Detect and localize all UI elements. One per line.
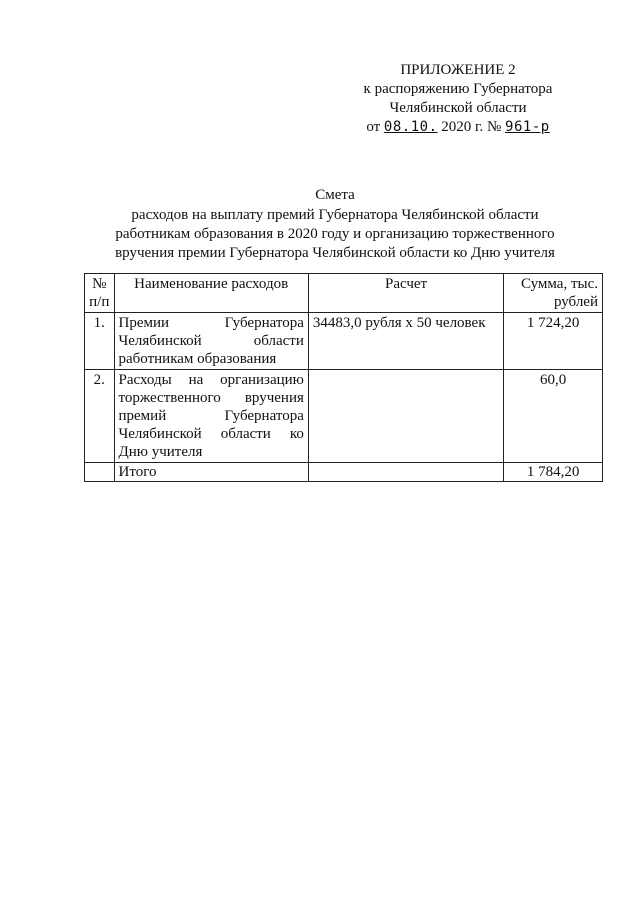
document-heading <box>100 186 570 263</box>
total-sum: 1 784,20 <box>504 463 603 482</box>
row-calc <box>308 370 503 463</box>
row-name: Расходы на организацию торжественного вручения премий Губернатора Челябинской области ко Дню учителя <box>114 370 308 463</box>
appendix-title: ПРИЛОЖЕНИЕ 2 <box>400 62 516 78</box>
table-header-row <box>85 274 603 313</box>
appendix-header <box>328 61 588 137</box>
year-suffix: 2020 г. № <box>441 119 502 135</box>
row-calc: 34483,0 рубля х 50 человек <box>308 313 503 370</box>
order-date: 08.10. <box>383 119 438 135</box>
table-row <box>85 370 603 463</box>
total-label: Итого <box>114 463 308 482</box>
row-name: Премии Губернатора Челябинской области работникам образования <box>114 313 308 370</box>
total-calc-cell <box>308 463 503 482</box>
total-row <box>85 463 603 482</box>
header-num: № п/п <box>85 274 115 313</box>
row-num: 1. <box>85 313 115 370</box>
header-sum: Сумма, тыс. рублей <box>504 274 603 313</box>
budget-table <box>84 273 603 482</box>
table-row <box>85 313 603 370</box>
order-number: 961-р <box>505 119 550 135</box>
row-sum: 60,0 <box>504 370 603 463</box>
heading-subtitle: расходов на выплату премий Губернатора Челябинской области работникам образования в 2020 году и организацию торжественного вручения премии Губернатора Челябинской области ко Дню учителя <box>115 207 555 261</box>
appendix-line-1: к распоряжению Губернатора <box>363 81 553 97</box>
order-date-line <box>328 118 588 137</box>
header-calc: Расчет <box>308 274 503 313</box>
total-num-cell <box>85 463 115 482</box>
row-sum: 1 724,20 <box>504 313 603 370</box>
heading-title: Смета <box>315 187 355 203</box>
header-name: Наименование расходов <box>114 274 308 313</box>
appendix-line-2: Челябинской области <box>389 100 527 116</box>
row-num: 2. <box>85 370 115 463</box>
from-prefix: от <box>366 119 381 135</box>
